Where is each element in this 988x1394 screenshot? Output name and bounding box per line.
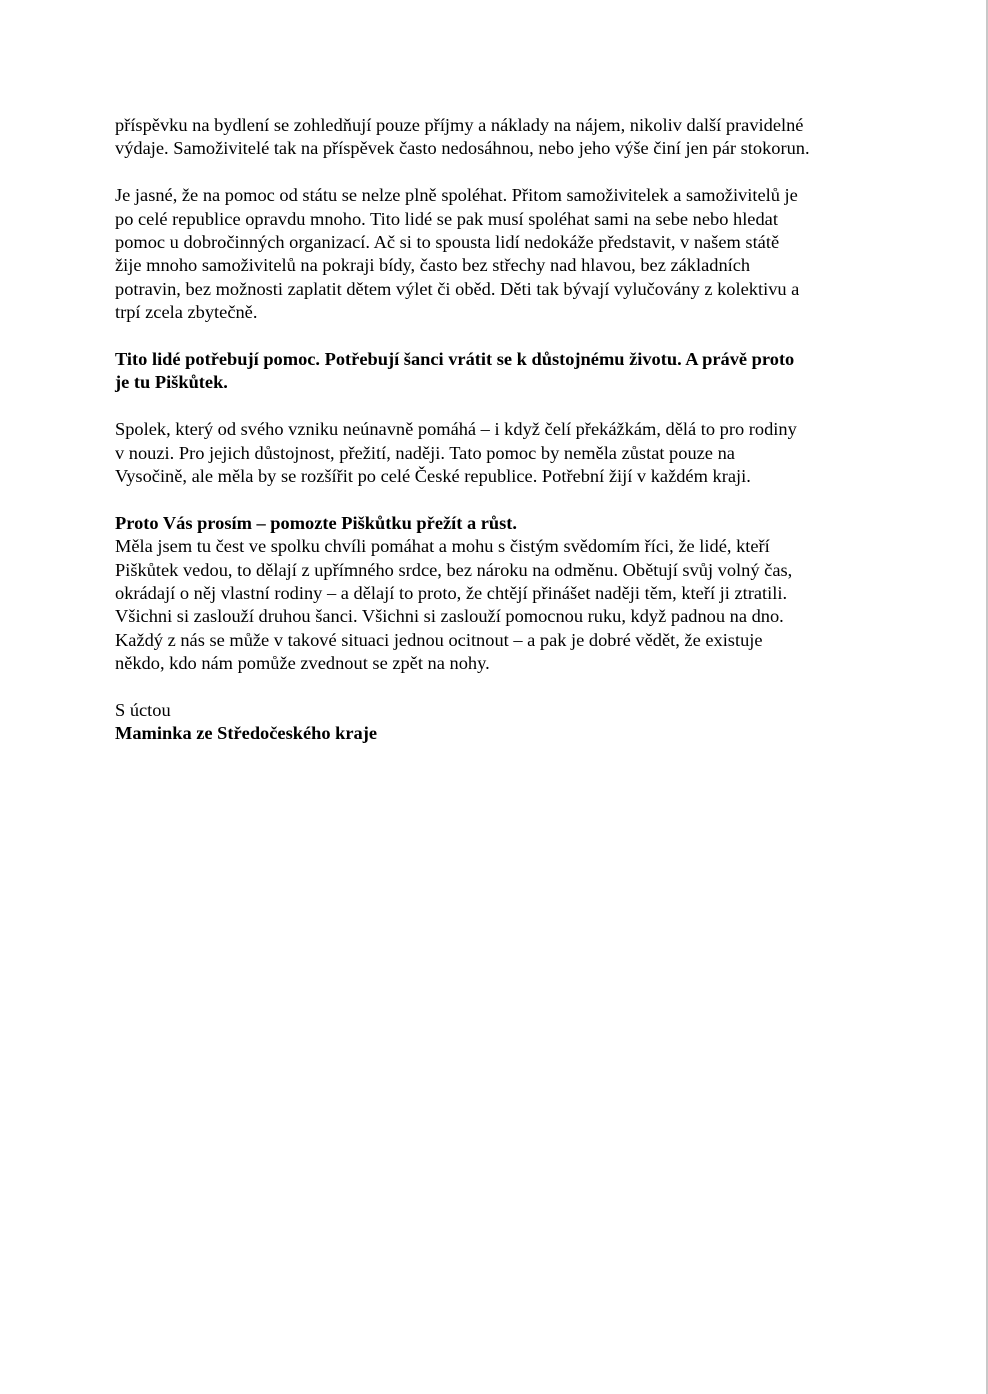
text-line: Každý z nás se může v takové situaci jednou ocitnout – a pak je dobré vědět, že existuje <box>115 629 763 650</box>
text-line: pomoc u dobročinných organizací. Ač si to spousta lidí nedokáže představit, v našem státě <box>115 232 780 253</box>
closing-block <box>115 699 875 746</box>
text-line: Piškůtek vedou, to dělají z upřímného srdce, bez nároku na odměnu. Obětují svůj volný čas, <box>115 559 793 580</box>
closing-signature: Maminka ze Středočeského kraje <box>115 723 378 744</box>
text-line: někdo, kdo nám pomůže zvednout se zpět na nohy. <box>115 653 490 674</box>
text-line: v nouzi. Pro jejich důstojnost, přežití, naději. Tato pomoc by neměla zůstat pouze na <box>115 442 735 463</box>
text-line: žije mnoho samoživitelů na pokraji bídy, často bez střechy nad hlavou, bez základních <box>115 255 751 276</box>
text-line: Spolek, který od svého vzniku neúnavně pomáhá – i když čelí překážkám, dělá to pro rodiny <box>115 419 797 440</box>
text-line: okrádají o něj vlastní rodiny – a dělají to proto, že chtějí přinášet naději těm, kteří ji ztratili. <box>115 583 788 604</box>
text-line: trpí zcela zbytečně. <box>115 302 258 323</box>
closing-salutation: S úctou <box>115 700 171 721</box>
text-line: Všichni si zaslouží druhou šanci. Všichni si zaslouží pomocnou ruku, když padnou na dno. <box>115 606 784 627</box>
appeal-heading: Proto Vás prosím – pomozte Piškůtku přežít a růst. <box>115 512 518 533</box>
text-line: výdaje. Samoživitelé tak na příspěvek často nedosáhnou, nebo jeho výše činí jen pár stokorun. <box>115 138 810 159</box>
text-line: Měla jsem tu čest ve spolku chvíli pomáhat a mohu s čistým svědomím říci, že lidé, kteří <box>115 536 770 557</box>
text-line: je tu Piškůtek. <box>115 372 228 393</box>
text-line: Je jasné, že na pomoc od státu se nelze plně spoléhat. Přitom samoživitelek a samoživitelů je <box>115 185 798 206</box>
text-line: potravin, bez možnosti zaplatit dětem výlet či oběd. Děti tak bývají vylučovány z kolektivu a <box>115 278 800 299</box>
paragraph-housing-allowance <box>115 114 875 161</box>
paragraph-need-help-emphasis <box>115 348 875 395</box>
document-body <box>115 114 875 746</box>
text-line: Vysočině, ale měla by se rozšířit po celé České republice. Potřební žijí v každém kraji. <box>115 466 751 487</box>
text-line: po celé republice opravdu mnoho. Tito lidé se pak musí spoléhat sami na sebe nebo hledat <box>115 208 778 229</box>
paragraph-state-help <box>115 184 875 324</box>
paragraph-association <box>115 418 875 488</box>
paragraph-appeal <box>115 512 875 676</box>
text-line: příspěvku na bydlení se zohledňují pouze příjmy a náklady na nájem, nikoliv další pravidelné <box>115 115 804 135</box>
text-line: Tito lidé potřebují pomoc. Potřebují šanci vrátit se k důstojnému životu. A právě proto <box>115 349 795 370</box>
